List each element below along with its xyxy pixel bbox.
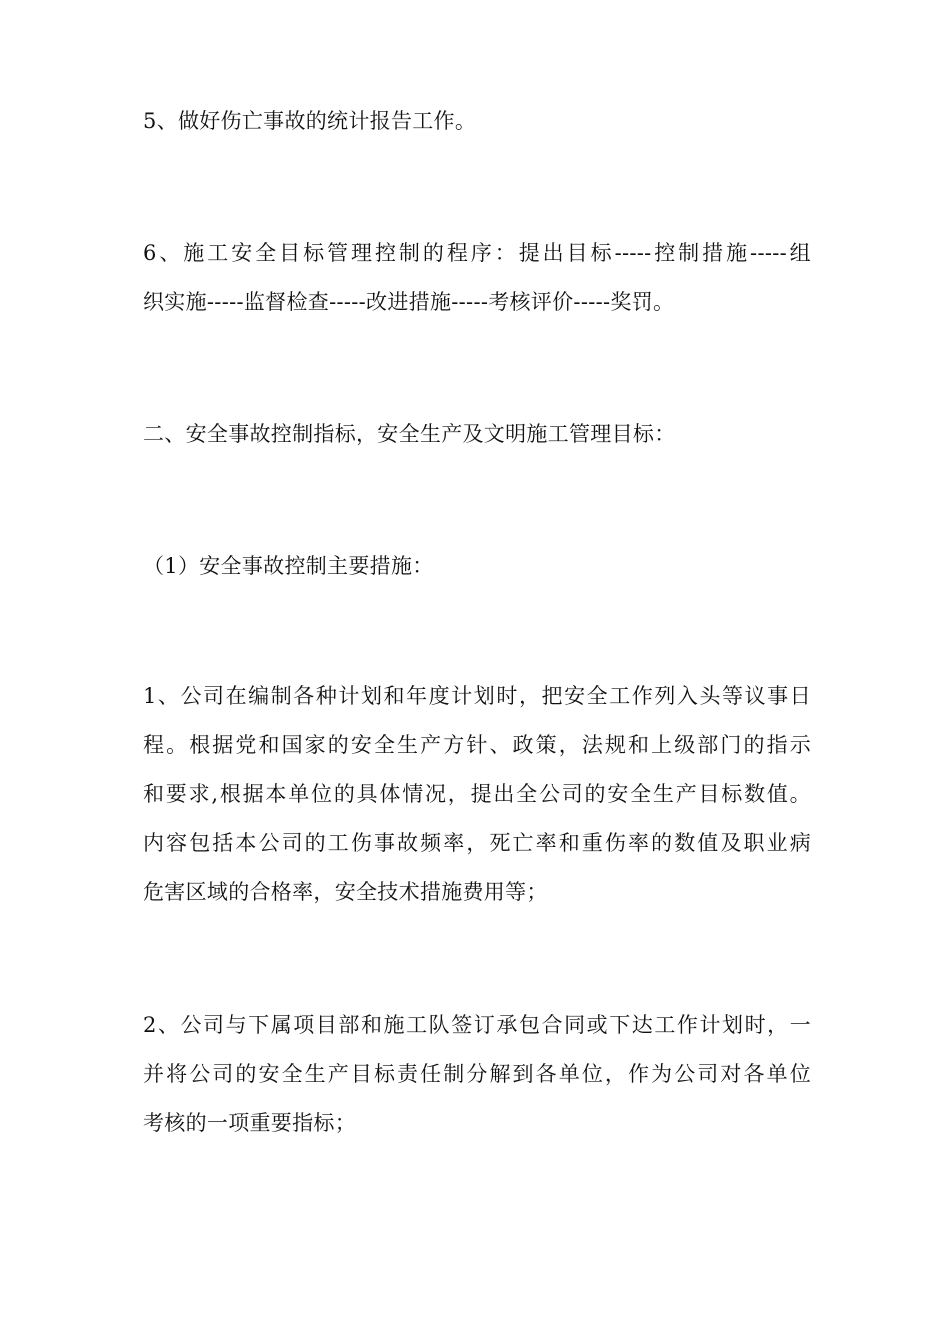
text-line: 和要求,根据本单位的具体情况，提出全公司的安全生产目标数值。 xyxy=(143,782,811,806)
text-line: 2、公司与下属项目部和施工队签订承包合同或下达工作计划时，一 xyxy=(143,1013,811,1037)
paragraph-item-6-control-procedure xyxy=(143,229,811,327)
text-line: 5、做好伤亡事故的统计报告工作。 xyxy=(143,109,477,133)
paragraph-item-5 xyxy=(143,97,811,146)
paragraph-measure-2 xyxy=(143,1001,811,1148)
subsection-heading-1 xyxy=(143,542,811,591)
text-line: 6、施工安全目标管理控制的程序：提出目标-----控制措施-----组 xyxy=(143,241,811,265)
text-line: 织实施-----监督检查-----改进措施-----考核评价-----奖罚。 xyxy=(143,290,675,314)
paragraph-measure-1 xyxy=(143,672,811,917)
text-line: （1）安全事故控制主要措施： xyxy=(143,554,434,578)
section-heading-2 xyxy=(143,410,811,459)
text-line: 危害区域的合格率，安全技术措施费用等； xyxy=(143,880,548,904)
text-line: 程。根据党和国家的安全生产方针、政策，法规和上级部门的指示 xyxy=(143,733,811,757)
text-line: 二、安全事故控制指标，安全生产及文明施工管理目标： xyxy=(143,422,676,446)
text-line: 并将公司的安全生产目标责任制分解到各单位，作为公司对各单位 xyxy=(143,1062,811,1086)
text-line: 内容包括本公司的工伤事故频率，死亡率和重伤率的数值及职业病 xyxy=(143,831,811,855)
text-line: 1、公司在编制各种计划和年度计划时，把安全工作列入头等议事日 xyxy=(143,684,811,708)
text-line: 考核的一项重要指标； xyxy=(143,1111,356,1135)
